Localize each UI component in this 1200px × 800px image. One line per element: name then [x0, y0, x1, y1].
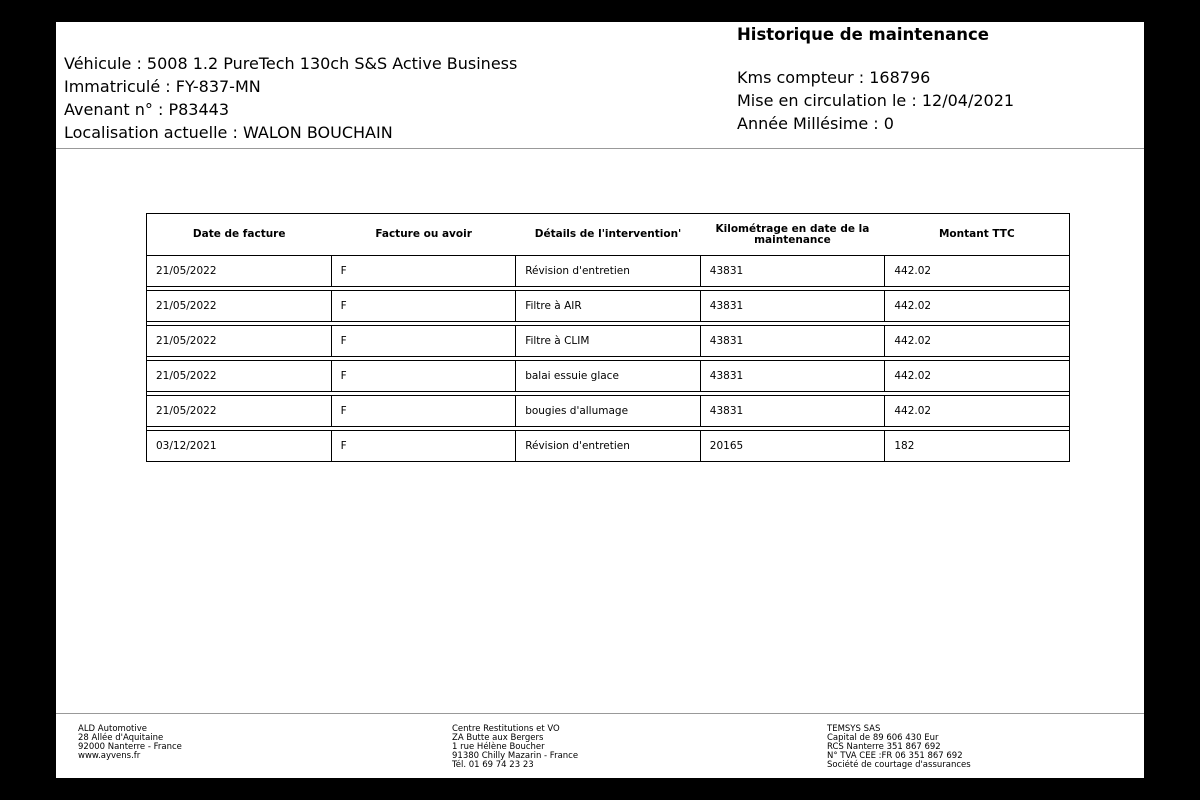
cell-details: Filtre à AIR — [515, 291, 700, 321]
cell-amount: 442.02 — [884, 396, 1069, 426]
current-location: Localisation actuelle : WALON BOUCHAIN — [64, 123, 393, 142]
maintenance-table — [146, 213, 1070, 462]
cell-details: Filtre à CLIM — [515, 326, 700, 356]
column-header-type: Facture ou avoir — [375, 228, 472, 240]
registration-date: Mise en circulation le : 12/04/2021 — [737, 91, 1015, 110]
odometer: Kms compteur : 168796 — [737, 68, 931, 87]
registration: Immatriculé : FY-837-MN — [64, 77, 261, 96]
table-row — [147, 325, 1069, 357]
vehicle-model: Véhicule : 5008 1.2 PureTech 130ch S&S Active Business — [64, 54, 518, 73]
page-title: Historique de maintenance — [737, 25, 989, 44]
cell-details: Révision d'entretien — [515, 256, 700, 286]
vehicle-info — [64, 52, 517, 144]
footer-line: Société de courtage d'assurances — [827, 760, 971, 770]
model-year: Année Millésime : 0 — [737, 114, 894, 133]
cell-type: F — [331, 431, 516, 461]
cell-amount: 442.02 — [884, 326, 1069, 356]
footer-phone: Tél. 01 69 74 23 23 — [452, 760, 534, 770]
cell-details: Révision d'entretien — [515, 431, 700, 461]
footer-line: ALD Automotive — [78, 724, 147, 734]
cell-mileage: 43831 — [700, 291, 885, 321]
cell-type: F — [331, 291, 516, 321]
cell-mileage: 43831 — [700, 326, 885, 356]
cell-mileage: 43831 — [700, 361, 885, 391]
column-header-date: Date de facture — [192, 228, 286, 240]
footer-line: 92000 Nanterre - France — [78, 742, 182, 752]
cell-type: F — [331, 326, 516, 356]
cell-mileage: 20165 — [700, 431, 885, 461]
footer-company-address — [78, 725, 182, 761]
column-header-mileage: Kilométrage en date de la maintenance — [715, 222, 870, 246]
cell-amount: 442.02 — [884, 256, 1069, 286]
footer-legal-info — [827, 725, 971, 770]
cell-date: 21/05/2022 — [156, 335, 217, 347]
cell-date: 03/12/2021 — [156, 440, 217, 452]
cell-details: balai essuie glace — [515, 361, 700, 391]
column-header-amount: Montant TTC — [938, 228, 1015, 240]
header-divider — [56, 148, 1144, 149]
footer-line: RCS Nanterre 351 867 692 — [827, 742, 941, 752]
cell-type: F — [331, 361, 516, 391]
cell-date: 21/05/2022 — [156, 370, 217, 382]
table-row — [147, 290, 1069, 322]
table-header — [147, 214, 1069, 256]
amendment-number: Avenant n° : P83443 — [64, 100, 230, 119]
table-row — [147, 360, 1069, 392]
maintenance-summary — [737, 24, 1014, 135]
footer-line: 91380 Chilly Mazarin - France — [452, 751, 579, 761]
footer-restitution-center — [452, 725, 578, 770]
cell-details: bougies d'allumage — [515, 396, 700, 426]
cell-mileage: 43831 — [700, 256, 885, 286]
column-header-details: Détails de l'intervention' — [534, 228, 682, 240]
cell-mileage: 43831 — [700, 396, 885, 426]
cell-amount: 442.02 — [884, 291, 1069, 321]
footer-line: 28 Allée d'Aquitaine — [78, 733, 164, 743]
footer-line: ZA Butte aux Bergers — [452, 733, 544, 743]
cell-date: 21/05/2022 — [156, 265, 217, 277]
footer-line: Centre Restitutions et VO — [452, 724, 560, 734]
footer-line: Capital de 89 606 430 Eur — [827, 733, 939, 743]
footer-line: TEMSYS SAS — [827, 724, 881, 734]
footer-divider — [56, 713, 1144, 714]
cell-type: F — [331, 396, 516, 426]
footer-line: 1 rue Hélène Boucher — [452, 742, 545, 752]
cell-amount: 442.02 — [884, 361, 1069, 391]
cell-amount: 182 — [884, 431, 1069, 461]
document-page — [56, 22, 1144, 778]
table-row — [147, 430, 1069, 461]
cell-date: 21/05/2022 — [156, 405, 217, 417]
table-row — [147, 395, 1069, 427]
cell-date: 21/05/2022 — [156, 300, 217, 312]
footer-website: www.ayvens.fr — [78, 751, 141, 761]
footer-line: N° TVA CEE :FR 06 351 867 692 — [827, 751, 963, 761]
table-row — [147, 256, 1069, 287]
cell-type: F — [331, 256, 516, 286]
